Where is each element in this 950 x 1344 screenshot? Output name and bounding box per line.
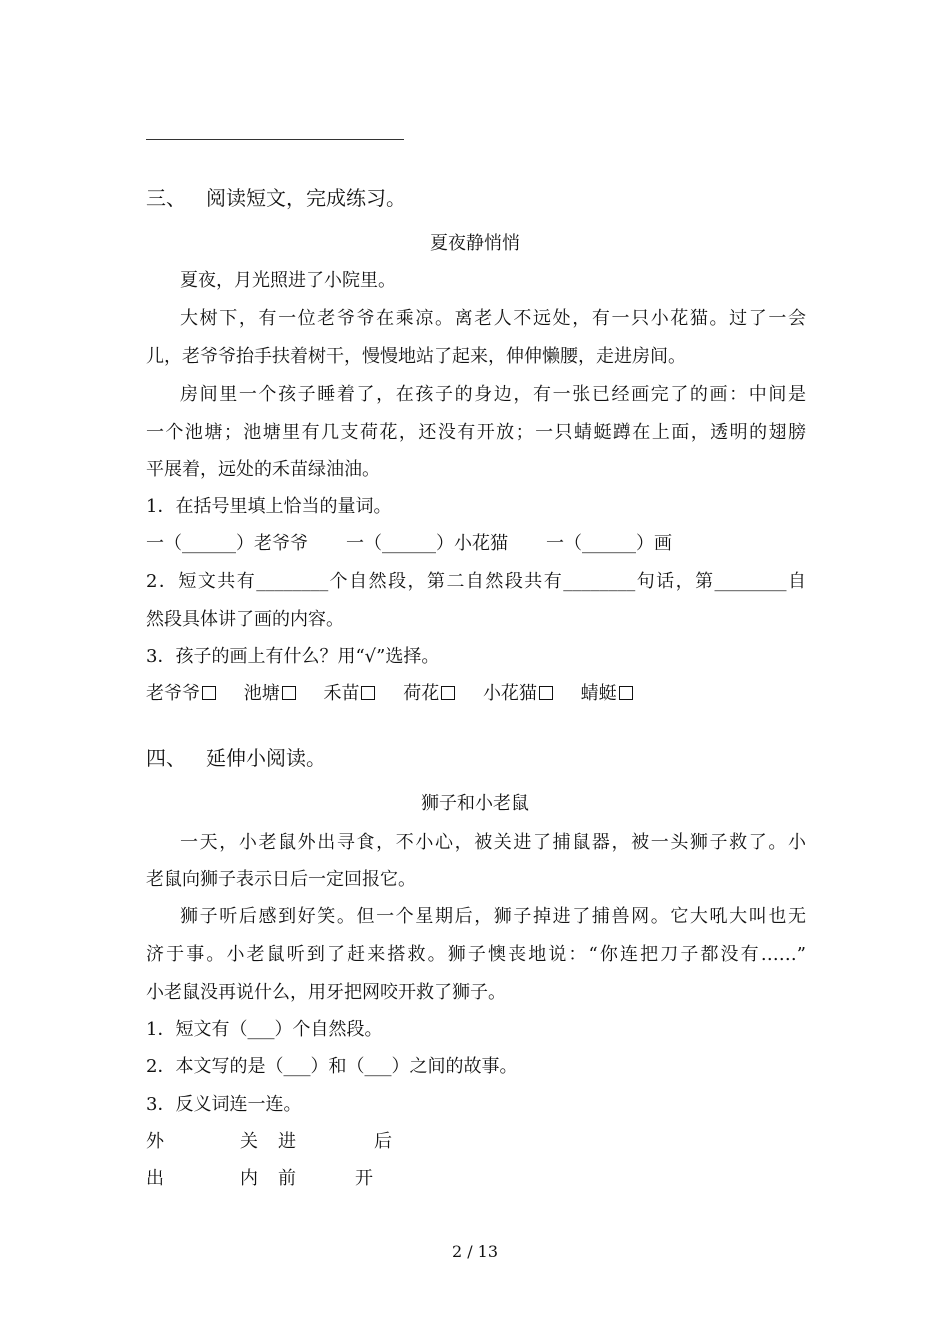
section-number: 三、 bbox=[146, 186, 186, 210]
blank-item[interactable]: 一（______）画 bbox=[546, 533, 672, 554]
option-label: 荷花 bbox=[403, 683, 440, 704]
page-number: 2 / 13 bbox=[451, 1242, 499, 1261]
option-dragonfly[interactable] bbox=[581, 683, 633, 704]
question-1: 1．短文有（___）个自然段。 bbox=[146, 1019, 383, 1040]
checkbox[interactable] bbox=[539, 686, 553, 700]
paragraph-line: 小老鼠没再说什么，用牙把网咬开救了狮子。 bbox=[146, 982, 506, 1003]
paragraph-line: 老鼠向狮子表示日后一定回报它。 bbox=[146, 869, 416, 890]
match-word[interactable]: 出 bbox=[146, 1168, 164, 1189]
blank-item[interactable]: 一（______）老爷爷 bbox=[146, 533, 308, 554]
question-3: 3．反义词连一连。 bbox=[146, 1094, 302, 1115]
section-heading-text: 阅读短文，完成练习。 bbox=[206, 186, 406, 210]
question-2: 2．短文共有________个自然段，第二自然段共有________句话，第________自 bbox=[146, 571, 806, 592]
section-3-heading bbox=[146, 186, 406, 210]
section-number: 四、 bbox=[146, 746, 186, 770]
question-1: 1．在括号里填上恰当的量词。 bbox=[146, 496, 392, 517]
match-word[interactable]: 前 bbox=[278, 1168, 296, 1189]
option-seedlings[interactable] bbox=[323, 683, 375, 704]
match-word[interactable]: 内 bbox=[240, 1168, 258, 1189]
option-old-man[interactable] bbox=[146, 683, 216, 704]
question-3: 3．孩子的画上有什么？用“√”选择。 bbox=[146, 646, 440, 667]
option-kitten[interactable] bbox=[483, 683, 553, 704]
question-2-cont: 然段具体讲了画的内容。 bbox=[146, 609, 344, 630]
checkbox[interactable] bbox=[619, 686, 633, 700]
checkbox[interactable] bbox=[441, 686, 455, 700]
blank-item[interactable]: 一（______）小花猫 bbox=[346, 533, 508, 554]
paragraph: 夏夜，月光照进了小院里。 bbox=[180, 270, 396, 291]
section-heading-text: 延伸小阅读。 bbox=[206, 746, 326, 770]
section-4-heading bbox=[146, 746, 326, 770]
question-2: 2．本文写的是（___）和（___）之间的故事。 bbox=[146, 1056, 518, 1077]
option-label: 禾苗 bbox=[323, 683, 360, 704]
paragraph: 房间里一个孩子睡着了，在孩子的身边，有一张已经画完了的画：中间是 bbox=[180, 384, 806, 405]
match-word[interactable]: 外 bbox=[146, 1131, 164, 1152]
paragraph: 一天，小老鼠外出寻食，不小心，被关进了捕鼠器，被一头狮子救了。小 bbox=[180, 832, 806, 853]
paragraph: 狮子听后感到好笑。但一个星期后，狮子掉进了捕兽网。它大吼大叫也无 bbox=[180, 906, 806, 927]
option-pond[interactable] bbox=[244, 683, 296, 704]
match-word[interactable]: 开 bbox=[355, 1168, 373, 1189]
paragraph-line: 济于事。小老鼠听到了赶来搭救。狮子懊丧地说：“你连把刀子都没有……” bbox=[146, 944, 806, 965]
checkbox-options bbox=[146, 682, 633, 706]
checkbox[interactable] bbox=[361, 686, 375, 700]
match-word[interactable]: 进 bbox=[278, 1131, 296, 1152]
story-title: 狮子和小老鼠 bbox=[421, 793, 529, 814]
paragraph-line: 平展着，远处的禾苗绿油油。 bbox=[146, 459, 380, 480]
checkbox[interactable] bbox=[202, 686, 216, 700]
match-word[interactable]: 后 bbox=[374, 1131, 392, 1152]
option-label: 小花猫 bbox=[482, 683, 537, 704]
option-label: 池塘 bbox=[243, 683, 280, 704]
story-title: 夏夜静悄悄 bbox=[430, 233, 520, 254]
answer-line bbox=[146, 139, 404, 140]
option-label: 蜻蜓 bbox=[580, 683, 617, 704]
match-word[interactable]: 关 bbox=[240, 1131, 258, 1152]
paragraph-line: 儿，老爷爷抬手扶着树干，慢慢地站了起来，伸伸懒腰，走进房间。 bbox=[146, 346, 686, 367]
checkbox[interactable] bbox=[282, 686, 296, 700]
option-lotus[interactable] bbox=[403, 683, 455, 704]
question-1-blanks bbox=[146, 532, 672, 556]
paragraph-line: 一个池塘；池塘里有几支荷花，还没有开放；一只蜻蜓蹲在上面，透明的翅膀 bbox=[146, 422, 806, 443]
paragraph: 大树下，有一位老爷爷在乘凉。离老人不远处，有一只小花猫。过了一会 bbox=[180, 308, 806, 329]
option-label: 老爷爷 bbox=[146, 683, 200, 704]
